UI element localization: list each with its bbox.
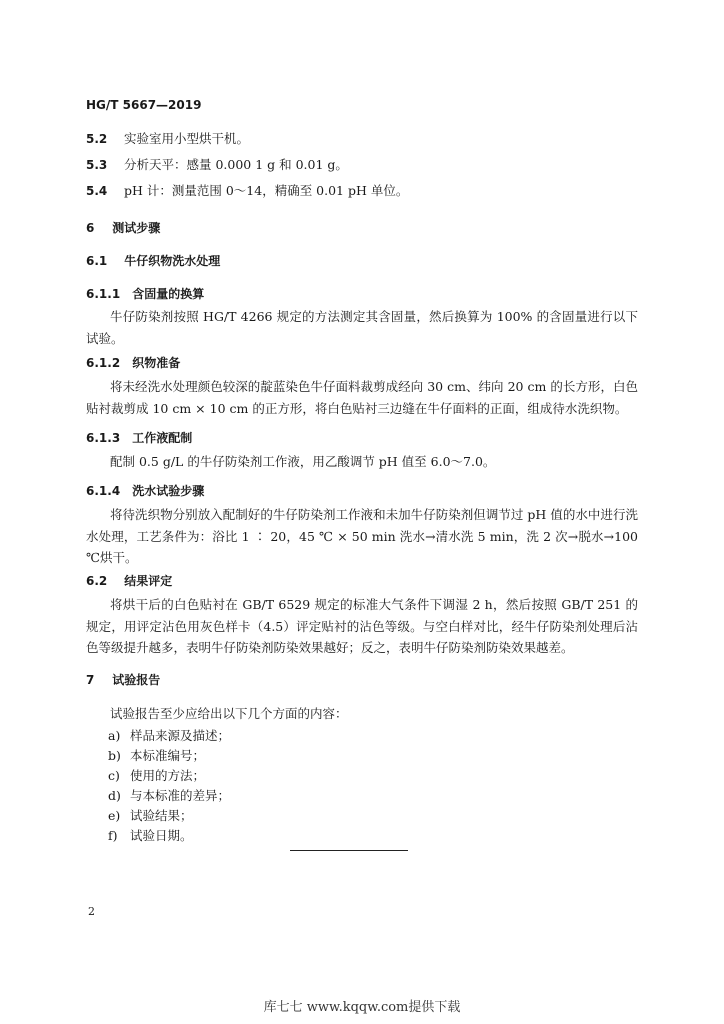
list-text: 试验日期。 xyxy=(130,828,193,843)
list-marker: e) xyxy=(108,808,121,823)
list-marker: a) xyxy=(108,728,121,743)
section-6-1-2-heading xyxy=(86,352,180,374)
section-number: 6.1.1 xyxy=(86,287,121,301)
list-text: 样品来源及描述； xyxy=(130,728,231,743)
paragraph-6-1-3: 配制 0.5 g/L 的牛仔防染剂工作液，用乙酸调节 pH 值至 6.0～7.0。 xyxy=(110,454,496,469)
end-rule xyxy=(290,850,408,851)
clause-number: 5.2 xyxy=(86,132,108,146)
standard-number: HG/T 5667—2019 xyxy=(86,98,202,112)
report-intro: 试验报告至少应给出以下几个方面的内容： xyxy=(110,706,348,721)
section-7-heading xyxy=(86,669,160,691)
list-marker: c) xyxy=(108,768,120,783)
list-marker: d) xyxy=(108,788,121,803)
clause-5-2 xyxy=(86,128,249,150)
clause-number: 5.4 xyxy=(86,184,108,198)
clause-text: 实验室用小型烘干机。 xyxy=(123,131,249,146)
page-number: 2 xyxy=(88,905,95,918)
list-marker: b) xyxy=(108,748,121,763)
section-6-2-heading xyxy=(86,570,172,592)
list-text: 试验结果； xyxy=(130,808,193,823)
section-number: 6.2 xyxy=(86,574,108,588)
clause-5-3 xyxy=(86,154,348,176)
section-number: 7 xyxy=(86,673,95,687)
clause-number: 5.3 xyxy=(86,158,108,172)
clause-5-4 xyxy=(86,180,408,202)
section-title: 牛仔织物洗水处理 xyxy=(124,254,221,268)
section-number: 6.1 xyxy=(86,254,108,268)
section-title: 试验报告 xyxy=(112,673,161,687)
section-6-1-4-heading xyxy=(86,480,204,502)
paragraph-6-1-1: 牛仔防染剂按照 HG/T 4266 规定的方法测定其含固量，然后换算为 100% 的含固量进行以下试验。 xyxy=(86,309,638,346)
section-number: 6.1.3 xyxy=(86,431,121,445)
list-item xyxy=(108,766,205,786)
section-title: 结果评定 xyxy=(124,574,173,588)
list-text: 使用的方法； xyxy=(130,768,206,783)
paragraph-6-2: 将烘干后的白色贴衬在 GB/T 6529 规定的标准大气条件下调湿 2 h，然后按照 GB/T 251 的规定，用评定沾色用灰色样卡（4.5）评定贴衬的沾色等级。与空白样对比，经牛仔防染剂处理后沾色等级提升越多，表明牛仔防染剂防染效果越好；反之，表明牛仔防染剂防染效果越差。 xyxy=(86,597,638,655)
clause-text: 分析天平：感量 0.000 1 g 和 0.01 g。 xyxy=(123,157,348,172)
list-text: 与本标准的差异； xyxy=(130,788,231,803)
list-item xyxy=(108,746,205,766)
section-6-1-1-heading xyxy=(86,283,204,305)
section-6-1-heading xyxy=(86,250,220,272)
section-6-heading xyxy=(86,217,160,239)
section-number: 6.1.2 xyxy=(86,356,121,370)
section-title: 含固量的换算 xyxy=(132,287,205,301)
section-number: 6 xyxy=(86,221,95,235)
section-title: 织物准备 xyxy=(132,356,181,370)
section-title: 测试步骤 xyxy=(112,221,161,235)
list-marker: f) xyxy=(108,828,118,843)
list-item xyxy=(108,786,230,806)
section-6-1-3-heading xyxy=(86,427,192,449)
list-item xyxy=(108,806,193,826)
list-item xyxy=(108,726,230,746)
section-title: 洗水试验步骤 xyxy=(132,484,205,498)
download-footer: 库七七 www.kqqw.com提供下载 xyxy=(263,1000,461,1015)
paragraph-6-1-2: 将未经洗水处理颜色较深的靛蓝染色牛仔面料裁剪成经向 30 cm、纬向 20 cm 的长方形，白色贴衬裁剪成 10 cm × 10 cm 的正方形，将白色贴衬三边缝在牛仔面料的正面，组成待水洗织物。 xyxy=(86,379,638,416)
section-number: 6.1.4 xyxy=(86,484,121,498)
clause-text: pH 计：测量范围 0～14，精确至 0.01 pH 单位。 xyxy=(123,183,409,198)
list-item xyxy=(108,826,193,846)
paragraph-6-1-4: 将待洗织物分别放入配制好的牛仔防染剂工作液和未加牛仔防染剂但调节过 pH 值的水中进行洗水处理，工艺条件为：浴比 1 ∶ 20，45 ℃ × 50 min 洗水→清水洗 5 min，洗 2 次→脱水→100 ℃烘干。 xyxy=(86,507,638,565)
section-title: 工作液配制 xyxy=(132,431,193,445)
list-text: 本标准编号； xyxy=(130,748,206,763)
